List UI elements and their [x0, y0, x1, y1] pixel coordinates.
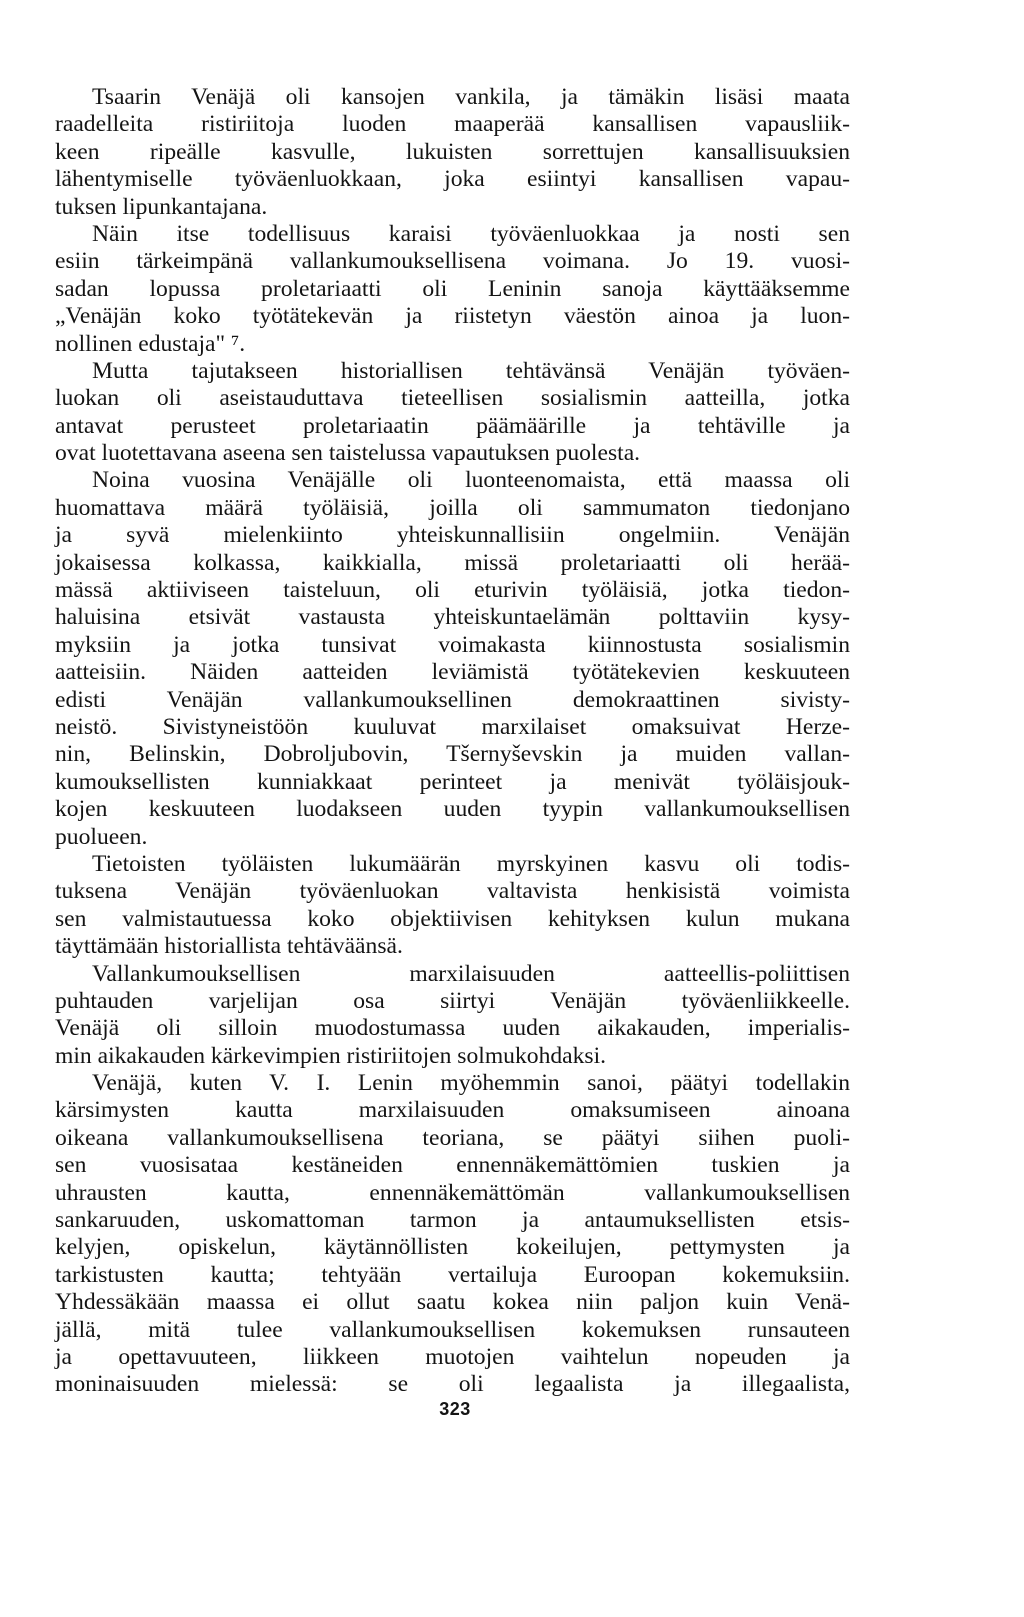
text-line: oikeana vallankumouksellisena teoriana, se päätyi siihen puoli- [55, 1124, 850, 1151]
text-line: Tsaarin Venäjä oli kansojen vankila, ja tämäkin lisäsi maata [92, 84, 850, 110]
text-line: moninaisuuden mielessä: se oli legaalista ja illegaalista, [55, 1371, 850, 1398]
text-line: haluisina etsivät vastausta yhteiskuntaelämän polttaviin kysy- [55, 604, 850, 631]
paragraph-2 [55, 221, 850, 358]
text-line: lähentymiselle työväenluokkaan, joka esiintyi kansallisen vapau- [55, 166, 850, 193]
text-line: Mutta tajutakseen historiallisen tehtävänsä Venäjän työväen- [92, 357, 850, 384]
text-line: uhrausten kautta, ennennäkemättömän vallankumouksellisen [55, 1179, 850, 1206]
text-line: tuksen lipunkantajana. [55, 193, 268, 220]
text-line: keen ripeälle kasvulle, lukuisten sorrettujen kansallisuuksien [55, 138, 850, 165]
text-line: Venäjä oli silloin muodostumassa uuden aikakauden, imperialis- [55, 1015, 850, 1042]
text-line: edisti Venäjän vallankumouksellinen demokraattinen sivisty- [55, 686, 850, 713]
text-line: Vallankumouksellisen marxilaisuuden aatteellis-poliittisen [92, 960, 850, 987]
text-line: sen vuosisataa kestäneiden ennennäkemättömien tuskien ja [55, 1152, 850, 1179]
text-line: kärsimysten kautta marxilaisuuden omaksumiseen ainoana [55, 1097, 850, 1124]
page-number: 323 [439, 1399, 471, 1419]
text-line: ovat luotettavana aseena sen taistelussa vapautuksen puolesta. [55, 440, 641, 467]
paragraph-3 [55, 358, 850, 468]
text-line: Näin itse todellisuus karaisi työväenluokkaa ja nosti sen [92, 220, 850, 247]
paragraph-1 [55, 84, 850, 221]
page-body [55, 84, 850, 1399]
paragraph-4 [55, 467, 850, 850]
paragraph-5 [55, 851, 850, 961]
text-line: sen valmistautuessa koko objektiivisen kehityksen kulun mukana [55, 905, 850, 932]
text-line: sadan lopussa proletariaatti oli Leninin sanoja käyttääksemme [55, 275, 850, 302]
text-line: sankaruuden, uskomattoman tarmon ja antaumuksellisten etsis- [55, 1207, 850, 1234]
text-line: kojen keskuuteen luodakseen uuden tyypin vallankumouksellisen [55, 796, 850, 823]
text-line: Venäjä, kuten V. I. Lenin myöhemmin sanoi, päätyi todellakin [92, 1070, 850, 1097]
text-line: puolueen. [55, 823, 148, 850]
text-line: huomattava määrä työläisiä, joilla oli sammumaton tiedonjano [55, 494, 850, 521]
text-line: Yhdessäkään maassa ei ollut saatu kokea niin paljon kuin Venä- [55, 1289, 850, 1316]
text-line: tuksena Venäjän työväenluokan valtavista henkisistä voimista [55, 878, 850, 905]
text-line: neistö. Sivistyneistöön kuuluvat marxilaiset omaksuivat Herze- [55, 713, 850, 740]
text-line: ja syvä mielenkiinto yhteiskunnallisiin ongelmiin. Venäjän [55, 522, 850, 549]
text-line: täyttämään historiallista tehtäväänsä. [55, 933, 403, 960]
text-line: „Venäjän koko työtätekevän ja riistetyn väestön ainoa ja luon- [55, 303, 850, 330]
text-line: puhtauden varjelijan osa siirtyi Venäjän työväenliikkeelle. [55, 987, 850, 1014]
text-line: ja opettavuuteen, liikkeen muotojen vaihtelun nopeuden ja [55, 1343, 850, 1370]
text-line: min aikakauden kärkevimpien ristiriitojen solmukohdaksi. [55, 1042, 607, 1069]
text-line: nollinen edustaja" ⁷. [55, 330, 246, 357]
text-line: mässä aktiiviseen taisteluun, oli eturivin työläisiä, jotka tiedon- [55, 577, 850, 604]
text-line: kelyjen, opiskelun, käytännöllisten kokeilujen, pettymysten ja [55, 1234, 850, 1261]
text-line: raadelleita ristiriitoja luoden maaperää kansallisen vapausliik- [55, 111, 850, 138]
text-line: jokaisessa kolkassa, kaikkialla, missä proletariaatti oli herää- [55, 549, 850, 576]
paragraph-7 [55, 1070, 850, 1399]
text-line: Noina vuosina Venäjälle oli luonteenomaista, että maassa oli [92, 467, 850, 494]
text-line: aatteisiin. Näiden aatteiden leviämistä työtätekevien keskuuteen [55, 659, 850, 686]
paragraph-6 [55, 961, 850, 1071]
text-line: nin, Belinskin, Dobroljubovin, Tšernyševskin ja muiden vallan- [55, 741, 850, 768]
text-line: luokan oli aseistauduttava tieteellisen sosialismin aatteilla, jotka [55, 385, 850, 412]
text-line: jällä, mitä tulee vallankumouksellisen kokemuksen runsauteen [55, 1316, 850, 1343]
text-line: kumouksellisten kunniakkaat perinteet ja menivät työläisjouk- [55, 768, 850, 795]
text-line: antavat perusteet proletariaatin päämäärille ja tehtäville ja [55, 412, 850, 439]
text-line: myksiin ja jotka tunsivat voimakasta kiinnostusta sosialismin [55, 631, 850, 658]
text-line: Tietoisten työläisten lukumäärän myrskyinen kasvu oli todis- [92, 850, 850, 877]
text-line: tarkistusten kautta; tehtyään vertailuja Euroopan kokemuksiin. [55, 1261, 850, 1288]
text-line: esiin tärkeimpänä vallankumouksellisena voimana. Jo 19. vuosi- [55, 248, 850, 275]
